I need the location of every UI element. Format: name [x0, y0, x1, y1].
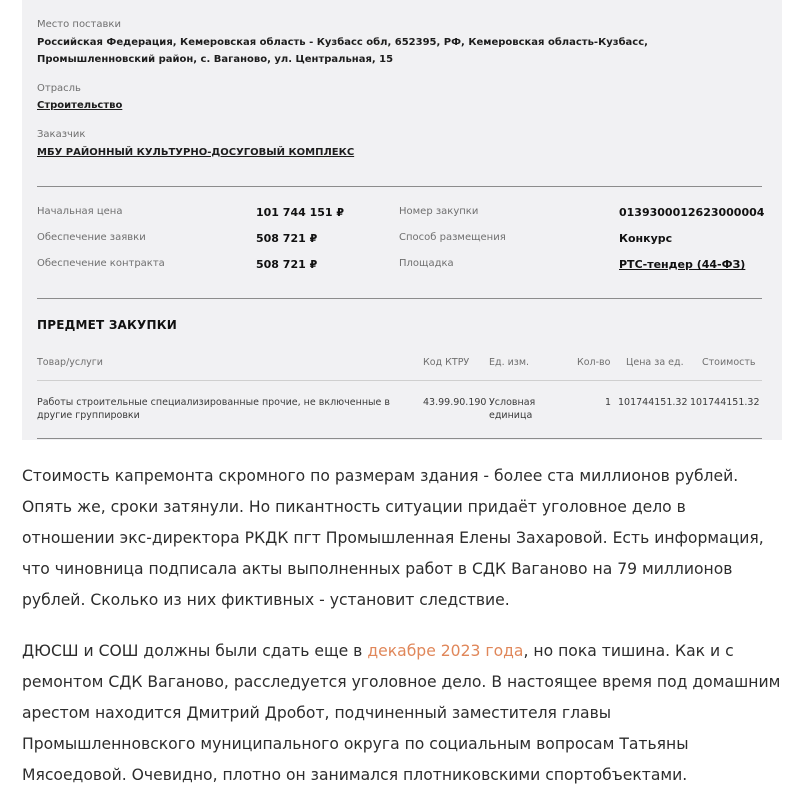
col-code: Код КТРУ [423, 357, 470, 368]
method-label: Способ размещения [399, 232, 506, 243]
tender-card [22, 0, 782, 440]
col-cost: Стоимость [702, 357, 756, 368]
table-divider [37, 380, 762, 381]
start-price-label: Начальная цена [37, 206, 123, 217]
delivery-address: Российская Федерация, Кемеровская область - Кузбасс обл, 652395, РФ, Кемеровская область-Кузбасс, Промышленновский район, с. Ваганово, ул. Центральная, 15 [37, 37, 648, 65]
subject-title: ПРЕДМЕТ ЗАКУПКИ [37, 318, 177, 332]
start-price-value: 101 744 151 ₽ [256, 206, 345, 219]
divider [37, 438, 762, 439]
purchase-number-label: Номер закупки [399, 206, 479, 217]
customer-link[interactable]: МБУ РАЙОННЫЙ КУЛЬТУРНО-ДОСУГОВЫЙ КОМПЛЕКС [37, 147, 355, 158]
paragraph-text: , но пока тишина. Как и с ремонтом СДК Ваганово, расследуется уголовное дело. В настоящее время под домашним арестом находится Дмитрий Дробот, подчиненный заместителя главы Промышленновского муниципального округа по социальным вопросам Татьяны Мясоедовой. Очевидно, плотно он занимался плотниковскими спортобъектами. [22, 642, 781, 784]
cell-unit: Условная единица [489, 397, 536, 421]
industry-link[interactable]: Строительство [37, 100, 123, 111]
platform-label: Площадка [399, 258, 454, 269]
cell-cost: 101744151.32 [690, 397, 760, 408]
col-unit: Ед. изм. [489, 357, 530, 368]
december-2023-link[interactable]: декабре 2023 года [367, 642, 524, 660]
col-price: Цена за ед. [626, 357, 684, 368]
purchase-number-value: 0139300012623000004 [619, 206, 765, 219]
article-paragraph-2 [22, 636, 782, 791]
cell-goods: Работы строительные специализированные прочие, не включенные в другие группировки [37, 397, 390, 421]
divider [37, 186, 762, 187]
delivery-label: Место поставки [37, 19, 121, 30]
bid-security-label: Обеспечение заявки [37, 232, 146, 243]
customer-label: Заказчик [37, 129, 86, 140]
paragraph-text: ДЮСШ и СОШ должны были сдать еще в [22, 642, 368, 660]
divider [37, 298, 762, 299]
bid-security-value: 508 721 ₽ [256, 232, 318, 245]
article-paragraph-1: Стоимость капремонта скромного по размерам здания - более ста миллионов рублей. Опять же, сроки затянули. Но пикантность ситуации придаёт уголовное дело в отношении экс-директора РКДК пгт Промышленная Елены Захаровой. Есть информация, что чиновница подписала акты выполненных работ в СДК Ваганово на 79 миллионов рублей. Сколько из них фиктивных - установит следствие. [22, 467, 764, 609]
method-value: Конкурс [619, 232, 673, 245]
col-qty: Кол-во [577, 357, 611, 368]
cell-code: 43.99.90.190 [423, 397, 487, 408]
industry-label: Отрасль [37, 83, 81, 94]
cell-qty: 1 [605, 397, 612, 408]
contract-security-value: 508 721 ₽ [256, 258, 318, 271]
cell-price: 101744151.32 [618, 397, 688, 408]
platform-link[interactable]: РТС-тендер (44-ФЗ) [619, 258, 746, 271]
col-goods: Товар/услуги [37, 357, 103, 368]
contract-security-label: Обеспечение контракта [37, 258, 165, 269]
